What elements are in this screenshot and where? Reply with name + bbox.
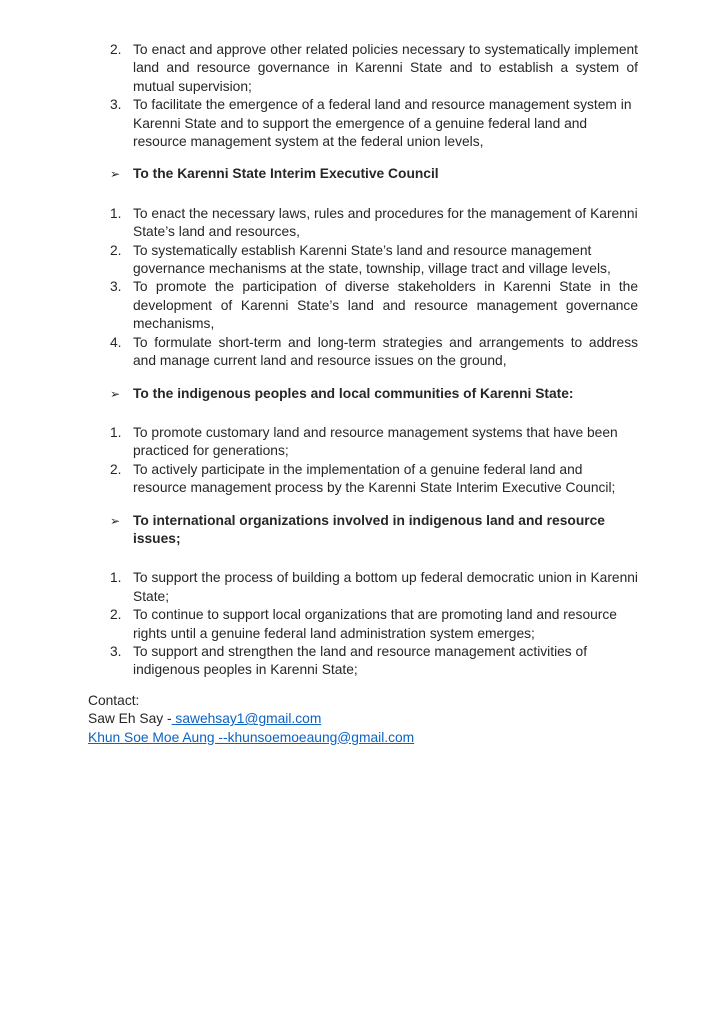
item-text: To systematically establish Karenni State’s land and resource management governance mechanisms at the state, township, village tract and village levels, bbox=[133, 242, 611, 277]
section-list bbox=[110, 424, 638, 498]
section-heading-row bbox=[110, 165, 638, 183]
item-number: 2. bbox=[110, 242, 122, 258]
item-number: 2. bbox=[110, 42, 122, 57]
email-link-sawehsay[interactable]: sawehsay1@gmail.com bbox=[171, 711, 322, 727]
section-heading-row bbox=[110, 512, 638, 549]
item-number: 1. bbox=[110, 570, 122, 586]
list-item bbox=[110, 424, 638, 461]
contact-label: Contact: bbox=[88, 692, 140, 708]
item-number: 1. bbox=[110, 205, 122, 221]
item-number: 3. bbox=[110, 97, 122, 113]
intro-list bbox=[110, 41, 638, 151]
section-heading: To the Karenni State Interim Executive Council bbox=[133, 166, 439, 182]
contact-line-2 bbox=[88, 729, 638, 747]
section-heading: To international organizations involved in indigenous land and resource issues; bbox=[133, 512, 605, 546]
item-number: 1. bbox=[110, 424, 122, 440]
item-number: 2. bbox=[110, 607, 122, 623]
arrow-bullet-icon: ➢ bbox=[110, 167, 121, 182]
list-item bbox=[110, 606, 638, 643]
section-heading-row bbox=[110, 385, 638, 403]
item-number: 4. bbox=[110, 334, 122, 350]
item-text: To formulate short-term and long-term strategies and arrangements to address and manage current land and resource issues on the ground, bbox=[133, 334, 638, 369]
item-number: 3. bbox=[110, 279, 122, 295]
arrow-bullet-icon: ➢ bbox=[110, 386, 121, 401]
section-list bbox=[110, 569, 638, 679]
item-text: To support the process of building a bottom up federal democratic union in Karenni State; bbox=[133, 570, 638, 604]
item-number: 3. bbox=[110, 643, 122, 659]
list-item bbox=[110, 334, 638, 371]
item-text: To continue to support local organizations that are promoting land and resource rights until a genuine federal land administration system emerges; bbox=[133, 607, 617, 641]
item-text: To enact and approve other related policies necessary to systematically implement land and resource governance in Karenni State and to establish a system of mutual supervision; bbox=[133, 42, 638, 94]
item-text: To facilitate the emergence of a federal land and resource management system in Karenni State and to support the emergence of a genuine federal land and resource management system at the federal union levels, bbox=[133, 97, 632, 150]
list-item bbox=[110, 569, 638, 606]
item-text: To enact the necessary laws, rules and procedures for the management of Karenni State’s land and resources, bbox=[133, 205, 638, 240]
list-item bbox=[110, 242, 638, 279]
list-item bbox=[110, 278, 638, 333]
list-item bbox=[110, 643, 638, 680]
list-item bbox=[110, 461, 638, 498]
item-text: To actively participate in the implementation of a genuine federal land and resource management process by the Karenni State Interim Executive Council; bbox=[133, 461, 616, 496]
contact-line-1 bbox=[88, 710, 638, 728]
contact-block bbox=[88, 692, 638, 747]
item-text: To support and strengthen the land and resource management activities of indigenous peoples in Karenni State; bbox=[133, 643, 588, 678]
item-text: To promote the participation of diverse stakeholders in Karenni State in the development of Karenni State’s land and resource management governance mechanisms, bbox=[133, 279, 638, 332]
list-item bbox=[110, 205, 638, 242]
list-item bbox=[110, 41, 638, 96]
item-number: 2. bbox=[110, 461, 122, 477]
contact-name: Saw Eh Say - bbox=[88, 711, 172, 727]
email-link-khunsoemoeaung[interactable]: Khun Soe Moe Aung --khunsoemoeaung@gmail.com bbox=[88, 729, 415, 745]
list-item bbox=[110, 96, 638, 151]
arrow-bullet-icon: ➢ bbox=[110, 513, 121, 528]
section-list bbox=[110, 205, 638, 371]
section-heading: To the indigenous peoples and local communities of Karenni State: bbox=[133, 385, 574, 401]
item-text: To promote customary land and resource management systems that have been practiced for generations; bbox=[133, 424, 618, 459]
